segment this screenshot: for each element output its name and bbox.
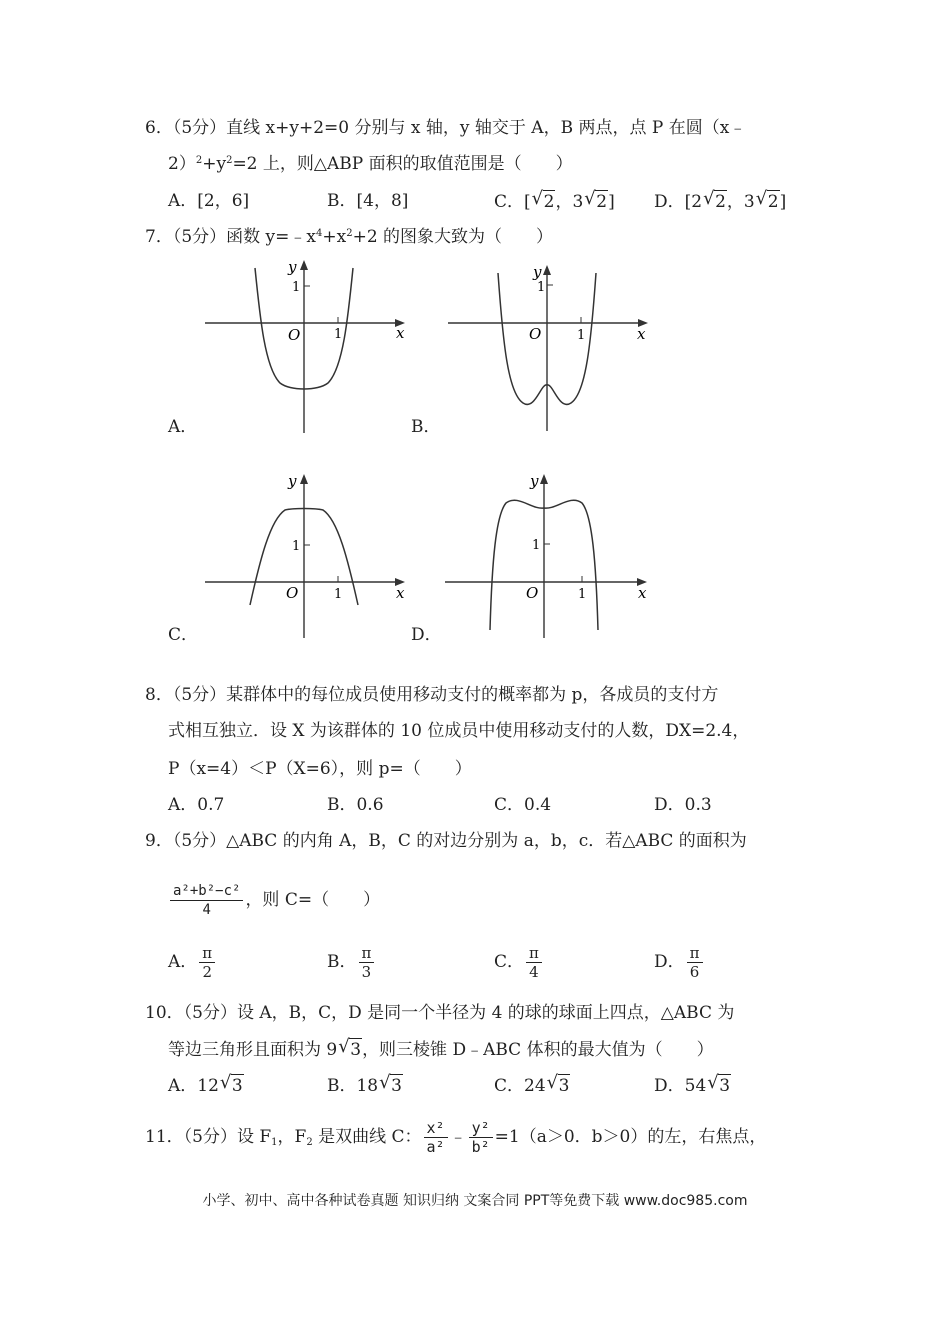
q8-option-c: C．0.4 [494, 795, 552, 815]
q9-option-b: B． $\frac{\pi}{3}$ [327, 940, 376, 984]
q7-graph-b [443, 263, 653, 433]
q10-line1: 10．（5分）设 A，B，C，D 是同一个半径为 4 的球的球面上四点，△ABC 为 [145, 1003, 735, 1023]
q7d-tick-x: 1 [578, 587, 587, 602]
q7-label-a: A． [168, 417, 198, 437]
q7b-x-label: x [637, 325, 646, 343]
q9-line1: 9．（5分）△ABC 的内角 A，B，C 的对边分别为 a，b，c．若△ABC 的面积为 [145, 831, 747, 851]
q7c-x-label: x [396, 584, 405, 602]
q9-line2: $\frac{\text{a²+b²−c²}}{4}$ ，则 C=（ ） [168, 878, 380, 922]
q10-option-b: B．18 √ 3 [327, 1072, 402, 1096]
q7b-origin: O [529, 325, 542, 343]
q7a-tick-y: 1 [292, 280, 301, 295]
q10-line2: 等边三角形且面积为 9 √ 3，则三棱锥 D﹣ABC 体积的最大值为（ ） [168, 1036, 714, 1060]
q8-line1: 8．（5分）某群体中的每位成员使用移动支付的概率都为 p，各成员的支付方 [145, 685, 719, 705]
q7-graph-a [200, 258, 410, 438]
q7b-tick-y: 1 [537, 280, 546, 295]
q7a-origin: O [288, 326, 301, 344]
q7-stem: 7．（5分）函数 $y=﹣x^4+x^2+2$ 的图象大致为（ ） [145, 227, 554, 247]
q11-fraction-x: $\frac{\text{x²}}{\text{a²}}$ [424, 1119, 448, 1156]
q9-option-d: D． $\frac{\pi}{6}$ [654, 940, 705, 984]
q10-option-d: D．54 √ 3 [654, 1072, 731, 1096]
q7d-tick-y: 1 [532, 538, 541, 553]
q9-option-a: A． $\frac{\pi}{2}$ [168, 940, 217, 984]
q10-option-c: C．24 √ 3 [494, 1072, 570, 1096]
q7d-y-label: y [530, 472, 539, 490]
q8-line3: P（x=4）＜P（X=6），则 p=（ ） [168, 759, 472, 779]
q8-option-d: D．0.3 [654, 795, 712, 815]
q7a-x-label: x [396, 324, 405, 342]
q9-fraction: $\frac{\text{a²+b²−c²}}{4}$ [170, 882, 243, 919]
q11-fraction-y: $\frac{\text{y²}}{\text{b²}}$ [469, 1119, 493, 1156]
q7d-x-label: x [638, 584, 647, 602]
q6-option-b: B．[4，8] [327, 191, 409, 211]
q7c-tick-y: 1 [292, 539, 301, 554]
q8-option-a: A．0.7 [168, 795, 225, 815]
q7-label-d: D． [411, 625, 442, 645]
q7-label-c: C． [168, 625, 199, 645]
q6-option-d: D．[2 √ 2，3 √ 2] [654, 188, 787, 212]
q10-option-a: A．12 √ 3 [168, 1072, 243, 1096]
q8-line2: 式相互独立．设 X 为该群体的 10 位成员中使用移动支付的人数，DX=2.4， [168, 721, 750, 741]
q9-option-c: C． $\frac{\pi}{4}$ [494, 940, 544, 984]
q7d-origin: O [526, 584, 539, 602]
q6-line1: 6．（5分）直线 x+y+2=0 分别与 x 轴，y 轴交于 A，B 两点，点 P 在圆（x﹣ [145, 118, 747, 138]
q7b-tick-x: 1 [577, 328, 586, 343]
q7c-y-label: y [288, 472, 297, 490]
q7b-y-label: y [533, 263, 542, 281]
q7c-origin: O [286, 584, 299, 602]
q7a-tick-x: 1 [334, 327, 343, 342]
q7-graph-d [440, 470, 655, 640]
q7c-tick-x: 1 [334, 587, 343, 602]
q7-label-b: B． [411, 417, 441, 437]
q7-graph-c [200, 470, 410, 640]
q8-option-b: B．0.6 [327, 795, 384, 815]
q6-option-a: A．[2，6] [168, 191, 250, 211]
q11-line1: 11．（5分）设 $F_1$，$F_2$ 是双曲线 C： $\frac{\text{x²}}{\text{a²}}$ ﹣ $\frac{\text{y²}}{\text{b²}}$ =1（a＞0．b＞0）的左，右焦点， [145, 1119, 767, 1156]
q6-line2: $2)^2+y^2=2$ 上，则△ABP 面积的取值范围是（ ） [168, 154, 573, 174]
q7a-y-label: y [288, 258, 297, 276]
q6-option-c: C．[ √ 2，3 √ 2] [494, 188, 615, 212]
page-footer: 小学、初中、高中各种试卷真题 知识归纳 文案合同 PPT等免费下载 www.doc985.com [202, 1193, 748, 1209]
